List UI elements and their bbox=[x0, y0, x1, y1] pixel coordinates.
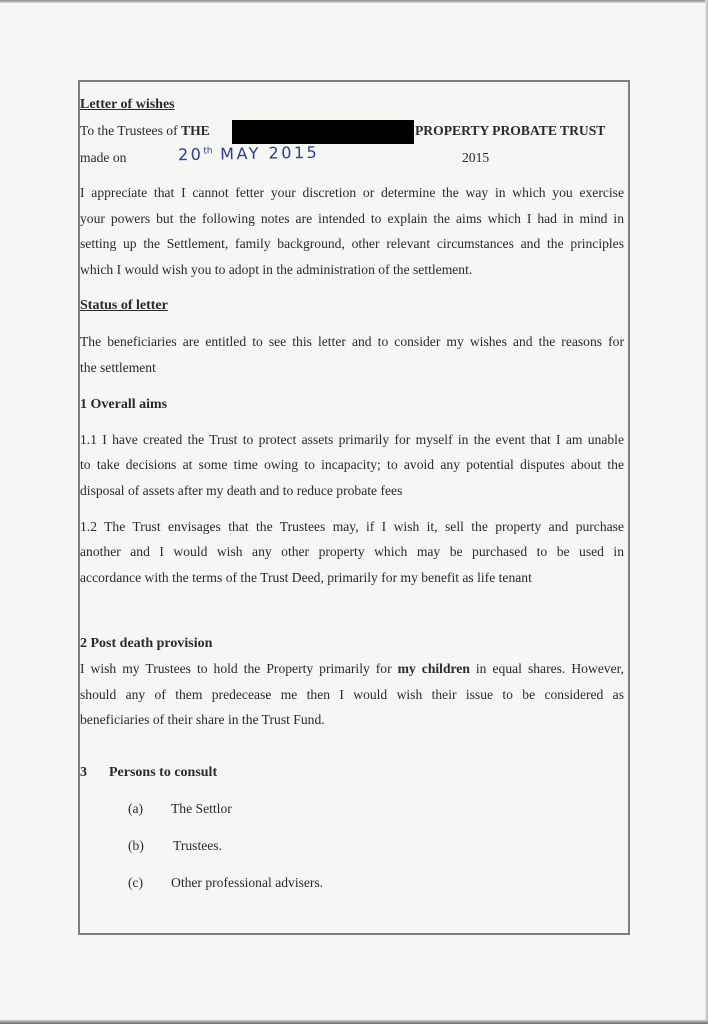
handwritten-day: 20 bbox=[177, 144, 204, 165]
post-death-line-2: should any of them predecease me then I would wish their issue to be considered as bbox=[80, 686, 624, 702]
aims-p1-line-3: disposal of assets after my death and to reduce probate fees bbox=[80, 482, 403, 498]
consult-number: 3 bbox=[80, 765, 87, 780]
document-title: Letter of wishes bbox=[80, 97, 175, 112]
consult-marker-b: (b) bbox=[128, 838, 144, 853]
consult-item-c: Other professional advisers. bbox=[171, 875, 324, 890]
redaction-block bbox=[232, 120, 414, 144]
aims-heading: 1 Overall aims bbox=[80, 397, 168, 412]
to-trustees-prefix: To the Trustees of bbox=[80, 123, 182, 138]
post-death-line-1-end: in equal shares. However, bbox=[469, 661, 625, 676]
intro-line-1: I appreciate that I cannot fetter your discretion or determine the way in which you exercise bbox=[80, 185, 624, 200]
consult-item-b: Trustees. bbox=[173, 838, 222, 853]
aims-p1-line-2: to take decisions at some time owing to incapacity; to avoid any potential disputes about the bbox=[80, 457, 624, 472]
trust-word-the: THE bbox=[181, 123, 210, 138]
handwritten-ordinal: th bbox=[203, 146, 213, 157]
post-death-line-1-start: I wish my Trustees to hold the Property primarily for bbox=[80, 661, 398, 676]
handwritten-date bbox=[178, 143, 320, 164]
made-on-label: made on bbox=[80, 150, 127, 165]
status-line-2: the settlement bbox=[80, 360, 156, 375]
consult-heading: Persons to consult bbox=[109, 765, 218, 780]
to-trustees-line bbox=[80, 123, 210, 139]
handwritten-month-year: MAY 2015 bbox=[220, 142, 320, 164]
aims-p2-line-1: 1.2 The Trust envisages that the Trustees may, if I wish it, sell the property and purchase bbox=[80, 519, 624, 534]
intro-line-4: which I would wish you to adopt in the administration of the settlement. bbox=[80, 261, 473, 277]
intro-line-3: setting up the Settlement, family background, other relevant circumstances and the principles bbox=[80, 236, 624, 251]
consult-item-a: The Settlor bbox=[171, 801, 232, 816]
aims-p2-line-3: accordance with the terms of the Trust Deed, primarily for my benefit as life tenant bbox=[80, 569, 532, 585]
consult-marker-c: (c) bbox=[128, 875, 144, 890]
intro-line-2: your powers but the following notes are intended to explain the aims which I had in mind in bbox=[80, 210, 624, 226]
aims-p1-line-1: 1.1 I have created the Trust to protect assets primarily for myself in the event that I am unable bbox=[80, 432, 624, 447]
scan-edge-bottom bbox=[0, 1020, 708, 1024]
consult-marker-a: (a) bbox=[128, 801, 144, 816]
post-death-heading: 2 Post death provision bbox=[80, 636, 213, 651]
trust-name-suffix: PROPERTY PROBATE TRUST bbox=[415, 123, 606, 138]
status-heading: Status of letter bbox=[80, 298, 168, 313]
post-death-line-3: beneficiaries of their share in the Trust Fund. bbox=[80, 712, 325, 727]
status-line-1: The beneficiaries are entitled to see this letter and to consider my wishes and the reasons for bbox=[80, 334, 624, 349]
post-death-line-1 bbox=[80, 656, 624, 682]
my-children-emphasis: my children bbox=[397, 661, 470, 676]
made-on-year: 2015 bbox=[462, 150, 490, 165]
scan-edge-top bbox=[0, 0, 708, 3]
aims-p2-line-2: another and I would wish any other property which may be purchased to be used in bbox=[80, 544, 624, 559]
